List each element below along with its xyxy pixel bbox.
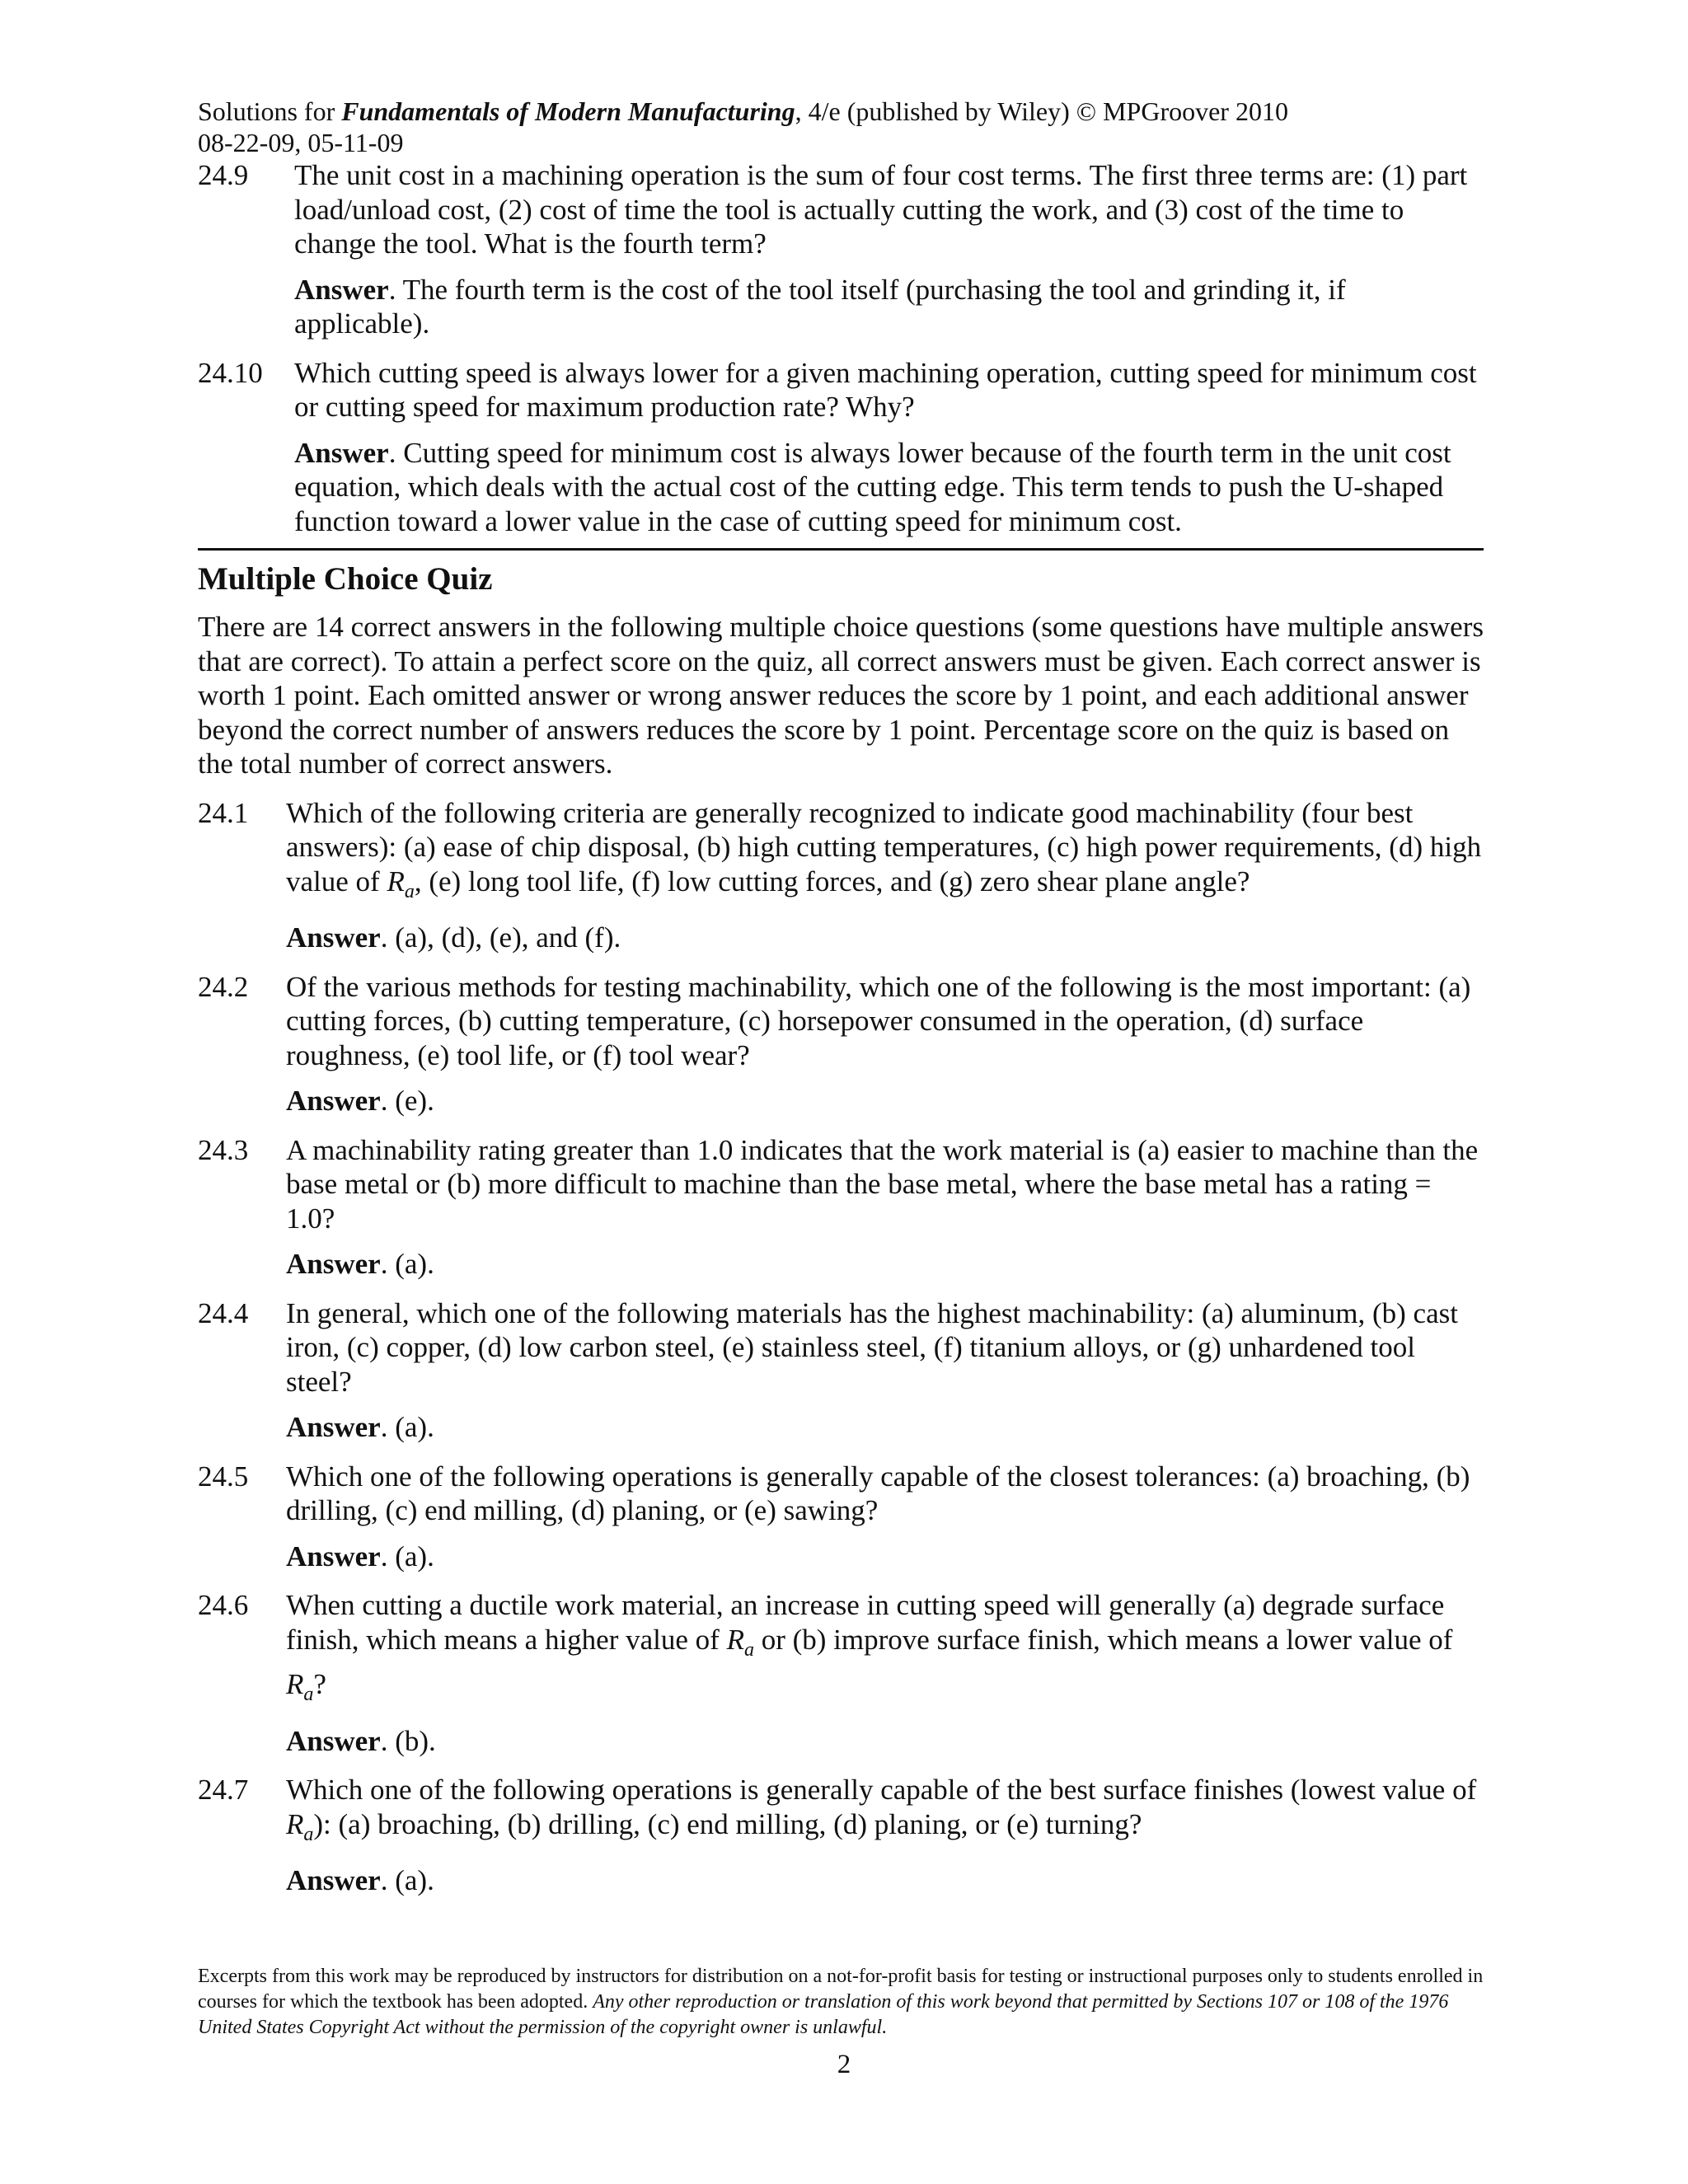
document-page — [198, 96, 1484, 1898]
quiz-answer — [286, 1247, 1484, 1282]
header-dates: 08-22-09, 05-11-09 — [198, 128, 404, 157]
review-question — [198, 356, 1484, 424]
question-number: 24.3 — [198, 1133, 249, 1166]
question-number: 24.1 — [198, 796, 249, 829]
question-text: When cutting a ductile work material, an increase in cutting speed will generally (a) degrade surface finish, which means a higher value of $R_a$ or (b) improve surface finish, which means a lower value of $R_a$? — [286, 1589, 1453, 1705]
answer-label: Answer — [294, 273, 389, 306]
answer-label: Answer — [286, 1724, 381, 1757]
question-text: Of the various methods for testing machinability, which one of the following is the most important: (a) cutting forces, (b) cutting temperature, (c) horsepower consumed in the operation, (d) surface roughness, (e) tool life, or (f) tool wear? — [286, 970, 1471, 1071]
quiz-question — [198, 970, 1484, 1073]
question-text: In general, which one of the following materials has the highest machinability: (a) aluminum, (b) cast iron, (c) copper, (d) low carbon steel, (e) stainless steel, (f) titanium alloys, or (g) unhardened tool steel? — [286, 1296, 1458, 1398]
question-text: The unit cost in a machining operation is the sum of four cost terms. The first three terms are: (1) part load/unload cost, (2) cost of time the tool is actually cutting the work, and (3) cost of the time to change the tool. What is the fourth term? — [294, 159, 1468, 260]
math-variable: R — [286, 1807, 304, 1840]
question-text: Which one of the following operations is generally capable of the closest tolerances: (a) broaching, (b) drilling, (c) end milling, (d) planing, or (e) sawing? — [286, 1460, 1470, 1526]
answer-label: Answer — [286, 1540, 381, 1572]
header-prefix: Solutions for — [198, 96, 342, 126]
math-subscript: a — [743, 1638, 754, 1661]
quiz-question — [198, 1133, 1484, 1236]
quiz-answer — [286, 921, 1484, 955]
quiz-answer — [286, 1084, 1484, 1118]
question-number: 24.4 — [198, 1296, 249, 1329]
book-title: Fundamentals of Modern Manufacturing — [341, 96, 795, 126]
quiz-intro: There are 14 correct answers in the following multiple choice questions (some questions have multiple answers that are correct). To attain a perfect score on the quiz, all correct answers must be given. Each correct answer is worth 1 point. Each omitted answer or wrong answer reduces the score by 1 point, and each additional answer beyond the correct number of answers reduces the score by 1 point. Percentage score on the quiz is based on the total number of correct answers. — [198, 611, 1484, 780]
page-number: 2 — [837, 2050, 851, 2079]
footer-text: Excerpts from this work may be reproduced by instructors for distribution on a not-for-profit basis for testing or instructional purposes only to students enrolled in courses for which the textbook has been adopted. — [198, 1966, 1484, 2013]
review-answer — [294, 436, 1484, 539]
answer-text: . Cutting speed for minimum cost is always lower because of the fourth term in the unit cost equation, which deals with the actual cost of the cutting edge. This term tends to push the U-shaped function toward a lower value in the case of cutting speed for minimum cost. — [294, 436, 1451, 537]
question-number: 24.2 — [198, 970, 249, 1003]
quiz-question — [198, 1773, 1484, 1852]
review-question — [198, 158, 1484, 261]
section-divider — [198, 548, 1484, 551]
question-number: 24.5 — [198, 1460, 249, 1493]
answer-label: Answer — [286, 1085, 381, 1117]
answer-label: Answer — [286, 1248, 381, 1280]
footer-italic-text: Any other reproduction or translation of this work beyond that permitted by Sections 107 or 108 of the 1976 United States Copyright Act without the permission of the copyright owner is unlawful. — [198, 1991, 1449, 2038]
math-variable: R — [726, 1623, 744, 1656]
question-number: 24.7 — [198, 1774, 249, 1806]
math-subscript: a — [303, 1823, 314, 1845]
review-answer — [294, 273, 1484, 341]
quiz-answer — [286, 1540, 1484, 1574]
answer-label: Answer — [294, 436, 389, 469]
answer-text: . (a). — [380, 1864, 434, 1896]
answer-text: . (a). — [380, 1248, 434, 1280]
question-text: Which of the following criteria are generally recognized to indicate good machinability (four best answers): (a) ease of chip disposal, (b) high cutting temperatures, (c) high power requirements, (d) high value of $R_a$, (e) long tool life, (f) low cutting forces, and (g) zero shear plane angle? — [286, 796, 1482, 902]
quiz-question — [198, 1296, 1484, 1399]
answer-text: . (a). — [380, 1540, 434, 1572]
answer-label: Answer — [286, 921, 381, 954]
math-variable: R — [286, 1668, 304, 1700]
math-variable: R — [387, 865, 405, 898]
quiz-answer — [286, 1863, 1484, 1898]
answer-text: . The fourth term is the cost of the tool itself (purchasing the tool and grinding it, if applicable). — [294, 273, 1346, 340]
page-header — [198, 96, 1484, 158]
answer-text: . (b). — [380, 1724, 436, 1757]
question-text: Which cutting speed is always lower for a given machining operation, cutting speed for minimum cost or cutting speed for maximum production rate? Why? — [294, 356, 1477, 423]
quiz-answer — [286, 1724, 1484, 1759]
question-text: Which one of the following operations is generally capable of the best surface finishes (lowest value of $R_a$): (a) broaching, (b) drilling, (c) end milling, (d) planing, or (e) turning? — [286, 1774, 1477, 1845]
question-number: 24.9 — [198, 159, 249, 191]
section-title: Multiple Choice Quiz — [198, 561, 493, 597]
header-title-line — [198, 96, 1484, 127]
answer-text: . (a). — [380, 1411, 434, 1443]
quiz-question — [198, 1588, 1484, 1713]
math-subscript: a — [404, 880, 415, 902]
header-suffix: , 4/e (published by Wiley) © MPGroover 2010 — [795, 96, 1288, 126]
question-number: 24.10 — [198, 356, 263, 389]
quiz-answer — [286, 1410, 1484, 1445]
answer-text: . (e). — [380, 1085, 434, 1117]
question-number: 24.6 — [198, 1589, 249, 1621]
answer-text: . (a), (d), (e), and (f). — [380, 921, 621, 954]
copyright-footer — [198, 1964, 1484, 2041]
question-text: A machinability rating greater than 1.0 indicates that the work material is (a) easier to machine than the base metal or (b) more difficult to machine than the base metal, where the base metal has a rating = 1.0? — [286, 1133, 1479, 1235]
answer-label: Answer — [286, 1411, 381, 1443]
answer-label: Answer — [286, 1864, 381, 1896]
quiz-question — [198, 796, 1484, 910]
quiz-question — [198, 1460, 1484, 1528]
math-subscript: a — [303, 1684, 314, 1705]
